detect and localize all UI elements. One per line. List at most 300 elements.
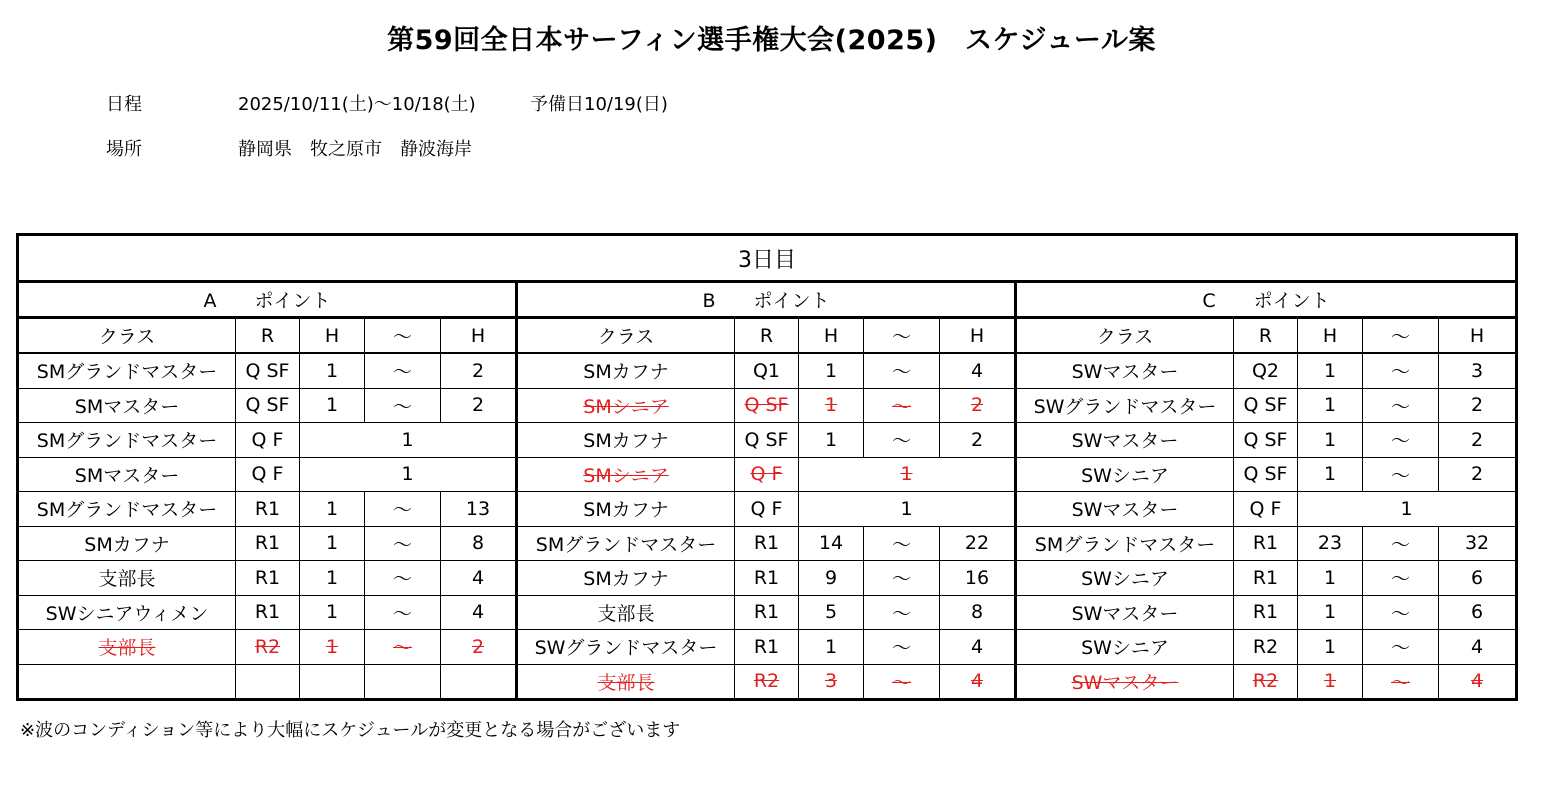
cell-r-text: Q F (1249, 497, 1282, 520)
cell-h2 (940, 561, 1016, 596)
day-header: 3日目 (18, 235, 1517, 282)
cell-h1-text: 1 (1323, 670, 1337, 693)
cell-cls-text: SMシニア (583, 395, 669, 418)
cell-h1-text: 1 (900, 463, 913, 486)
cell-r (735, 492, 799, 527)
column-header-class: クラス (517, 318, 735, 354)
cell-h1-text: 5 (824, 601, 838, 624)
cell-h2-text: 4 (471, 601, 485, 624)
cell-tilde (864, 561, 940, 596)
table-row (18, 353, 1517, 388)
cell-cls (18, 457, 236, 492)
cell-h2 (940, 388, 1016, 423)
cell-h2-text: 2 (471, 394, 485, 417)
cell-tilde-text: ～ (392, 637, 412, 660)
cell-r-text: Q SF (1243, 463, 1288, 486)
column-header-r: R (735, 318, 799, 354)
cell-tilde (1363, 423, 1439, 458)
point-header: B ポイント (517, 282, 1016, 318)
cell-cls-text: SMマスター (74, 395, 180, 418)
point-header: A ポイント (18, 282, 517, 318)
cell-tilde-text: ～ (891, 602, 911, 625)
cell-r-text: Q F (750, 463, 783, 486)
cell-h2 (1439, 353, 1517, 388)
column-header-h1: H (300, 318, 365, 354)
cell-r-text: Q1 (752, 359, 781, 382)
cell-cls-text: SMグランドマスター (1034, 533, 1216, 556)
cell-r (735, 457, 799, 492)
cell-tilde-text: ～ (1390, 464, 1410, 487)
schedule-note: ※波のコンディション等により大幅にスケジュールが変更となる場合がございます (20, 720, 681, 741)
cell-h2 (1439, 561, 1517, 596)
cell-r (236, 664, 300, 700)
cell-cls (18, 595, 236, 630)
cell-r-text: R1 (254, 601, 281, 624)
cell-tilde-text: ～ (1390, 637, 1410, 660)
cell-h2 (940, 526, 1016, 561)
cell-r-text: Q SF (1243, 394, 1288, 417)
cell-h2-text: 6 (1470, 566, 1484, 589)
table-row (18, 388, 1517, 423)
cell-h1-text: 1 (401, 428, 414, 451)
cell-r-text: Q2 (1251, 359, 1280, 382)
cell-cls (18, 561, 236, 596)
cell-h1 (1298, 353, 1363, 388)
cell-tilde-text: ～ (1390, 533, 1410, 556)
cell-cls (517, 664, 735, 700)
cell-cls (18, 630, 236, 665)
cell-h1 (300, 595, 365, 630)
cell-tilde (864, 388, 940, 423)
cell-tilde-text: ～ (891, 533, 911, 556)
cell-tilde-text: ～ (392, 499, 412, 522)
cell-r (1234, 492, 1298, 527)
cell-h1 (1298, 664, 1363, 700)
cell-tilde-text: ～ (1390, 671, 1410, 694)
cell-r-text: R1 (254, 532, 281, 555)
cell-h2 (441, 561, 517, 596)
cell-h2 (1439, 595, 1517, 630)
cell-h1 (1298, 526, 1363, 561)
column-header-h1: H (1298, 318, 1363, 354)
cell-tilde-text: ～ (891, 671, 911, 694)
cell-h2 (940, 664, 1016, 700)
cell-h2-text: 2 (970, 394, 984, 417)
cell-h1-text: 1 (325, 601, 339, 624)
cell-tilde (864, 423, 940, 458)
cell-tilde-text: ～ (891, 361, 911, 384)
cell-h1 (1298, 595, 1363, 630)
schedule-label: 日程 (106, 94, 142, 115)
cell-cls (1016, 561, 1234, 596)
cell-r (735, 388, 799, 423)
cell-h2 (1439, 423, 1517, 458)
cell-cls-text: SMグランドマスター (36, 361, 218, 384)
cell-h2 (1439, 664, 1517, 700)
cell-h1-text: 1 (325, 532, 339, 555)
cell-h1-text: 1 (824, 635, 838, 658)
cell-r-text: R1 (753, 532, 780, 555)
cell-tilde-text: ～ (891, 395, 911, 418)
cell-h1 (1298, 457, 1363, 492)
cell-cls (18, 388, 236, 423)
cell-r-text: Q F (750, 497, 783, 520)
cell-h1 (300, 526, 365, 561)
cell-cls (1016, 492, 1234, 527)
cell-h2-text: 2 (1470, 428, 1484, 451)
cell-h1-text: 1 (325, 394, 339, 417)
cell-tilde-text: ～ (1390, 430, 1410, 453)
cell-h1 (799, 388, 864, 423)
cell-r (735, 526, 799, 561)
cell-cls-text: SWグランドマスター (534, 637, 718, 660)
cell-h1-text: 1 (325, 497, 339, 520)
cell-h1-text: 1 (1323, 463, 1337, 486)
cell-tilde (864, 595, 940, 630)
cell-cls (1016, 457, 1234, 492)
cell-h1-text: 1 (824, 428, 838, 451)
cell-cls-text: SWシニア (1081, 637, 1169, 660)
cell-r (236, 423, 300, 458)
cell-h2 (940, 630, 1016, 665)
cell-cls (18, 664, 236, 700)
cell-h1 (1298, 630, 1363, 665)
cell-cls-text: SWシニアウィメン (45, 602, 209, 625)
table-row (18, 561, 1517, 596)
cell-cls-text: 支部長 (98, 637, 156, 660)
cell-cls (517, 423, 735, 458)
table-row (18, 664, 1517, 700)
cell-r (236, 561, 300, 596)
cell-cls-text: SWマスター (1071, 430, 1179, 453)
cell-h1-text: 1 (325, 359, 339, 382)
cell-h2-text: 4 (970, 670, 984, 693)
cell-tilde (365, 561, 441, 596)
cell-h2-text: 4 (970, 359, 984, 382)
cell-r-text: Q SF (744, 394, 789, 417)
column-header-r: R (1234, 318, 1298, 354)
cell-tilde (365, 492, 441, 527)
cell-h2 (441, 526, 517, 561)
cell-cls-text: SMシニア (583, 464, 669, 487)
schedule-table (16, 233, 1518, 701)
cell-h1 (799, 595, 864, 630)
cell-r (1234, 526, 1298, 561)
document-title: 第59回全日本サーフィン選手権大会(2025) スケジュール案 (387, 25, 1156, 56)
column-header-r: R (236, 318, 300, 354)
cell-h2 (940, 595, 1016, 630)
column-header-tilde: ～ (1363, 318, 1439, 354)
cell-tilde (365, 630, 441, 665)
cell-r-text: R2 (753, 670, 780, 693)
cell-cls (517, 457, 735, 492)
cell-h2 (441, 353, 517, 388)
cell-h1 (300, 630, 365, 665)
cell-tilde-text: ～ (1390, 395, 1410, 418)
cell-r-text: Q SF (245, 394, 290, 417)
table-row (18, 457, 1517, 492)
column-header-h2: H (441, 318, 517, 354)
cell-cls-text: SMグランドマスター (535, 533, 717, 556)
schedule-value: 2025/10/11(土)～10/18(土) (238, 94, 476, 115)
cell-h2-text: 4 (1470, 670, 1484, 693)
cell-r (1234, 353, 1298, 388)
cell-r (236, 353, 300, 388)
cell-r-text: R1 (1252, 532, 1279, 555)
cell-cls-text: SMカフナ (583, 361, 669, 384)
cell-h2-text: 3 (1470, 359, 1484, 382)
cell-cls (1016, 526, 1234, 561)
cell-r (1234, 561, 1298, 596)
cell-h2 (441, 664, 517, 700)
column-header-tilde: ～ (365, 318, 441, 354)
cell-tilde-text: ～ (392, 568, 412, 591)
table-row (18, 492, 1517, 527)
cell-h1 (799, 664, 864, 700)
cell-cls (1016, 595, 1234, 630)
cell-r (735, 353, 799, 388)
cell-cls (1016, 353, 1234, 388)
reserve-day: 予備日10/19(日) (530, 94, 668, 115)
cell-r-text: Q SF (744, 428, 789, 451)
cell-r (236, 388, 300, 423)
cell-h1-text: 3 (824, 670, 838, 693)
cell-h2 (940, 423, 1016, 458)
cell-h2-text: 4 (471, 566, 485, 589)
cell-tilde-text: ～ (392, 602, 412, 625)
cell-tilde (365, 526, 441, 561)
cell-h1-text: 1 (1323, 635, 1337, 658)
cell-cls-text: SWマスター (1071, 361, 1179, 384)
cell-h2 (940, 353, 1016, 388)
column-header-h2: H (940, 318, 1016, 354)
cell-h2-text: 13 (465, 497, 491, 520)
column-header-tilde: ～ (864, 318, 940, 354)
table-row (18, 595, 1517, 630)
cell-h2 (1439, 388, 1517, 423)
column-header-h2: H (1439, 318, 1517, 354)
cell-cls-text: SWシニア (1081, 464, 1169, 487)
cell-tilde (1363, 388, 1439, 423)
cell-h1 (1298, 561, 1363, 596)
cell-r-text: R1 (753, 635, 780, 658)
cell-cls (1016, 630, 1234, 665)
cell-r (236, 526, 300, 561)
cell-tilde-text: ～ (392, 395, 412, 418)
day-row (18, 235, 1517, 282)
cell-r-text: Q F (251, 463, 284, 486)
cell-r-text: R1 (254, 566, 281, 589)
cell-cls (18, 526, 236, 561)
cell-tilde-text: ～ (392, 361, 412, 384)
cell-r-text: R2 (1252, 635, 1279, 658)
cell-h2-text: 2 (1470, 463, 1484, 486)
cell-tilde-text: ～ (1390, 602, 1410, 625)
cell-h2-text: 32 (1464, 532, 1490, 555)
cell-h2 (1439, 630, 1517, 665)
column-header-class: クラス (18, 318, 236, 354)
point-header: C ポイント (1016, 282, 1517, 318)
cell-r (735, 561, 799, 596)
cell-h1-text: 1 (1323, 566, 1337, 589)
cell-cls-text: SMカフナ (84, 533, 170, 556)
venue-value: 静岡県 牧之原市 静波海岸 (238, 139, 472, 160)
cell-r-text: R1 (254, 497, 281, 520)
cell-cls-text: SWマスター (1071, 499, 1179, 522)
column-header-h1: H (799, 318, 864, 354)
cell-h1-text: 1 (1323, 428, 1337, 451)
cell-tilde (1363, 630, 1439, 665)
cell-h1-text: 9 (824, 566, 838, 589)
cell-h1 (799, 492, 1016, 527)
cell-r (1234, 388, 1298, 423)
cell-h1 (300, 457, 517, 492)
cell-r (236, 630, 300, 665)
cell-h1 (799, 526, 864, 561)
cell-r-text: R1 (753, 601, 780, 624)
cell-h2 (441, 595, 517, 630)
cell-cls (18, 353, 236, 388)
cell-tilde (1363, 457, 1439, 492)
cell-r-text: Q SF (1243, 428, 1288, 451)
cell-tilde (864, 526, 940, 561)
point-row (18, 282, 1517, 318)
cell-h2 (1439, 526, 1517, 561)
cell-r (236, 492, 300, 527)
cell-h1 (799, 561, 864, 596)
cell-tilde (365, 388, 441, 423)
cell-tilde (1363, 664, 1439, 700)
cell-cls-text: SWグランドマスター (1033, 395, 1217, 418)
cell-h1 (799, 353, 864, 388)
cell-h1-text: 1 (1323, 601, 1337, 624)
cell-h1 (300, 423, 517, 458)
column-header-row (18, 318, 1517, 354)
cell-cls (517, 526, 735, 561)
cell-h2-text: 2 (970, 428, 984, 451)
cell-r (735, 664, 799, 700)
cell-h2-text: 2 (1470, 394, 1484, 417)
cell-h2-text: 16 (964, 566, 990, 589)
cell-r-text: R1 (753, 566, 780, 589)
cell-cls-text: 支部長 (597, 602, 655, 625)
cell-cls (517, 630, 735, 665)
cell-h2-text: 6 (1470, 601, 1484, 624)
cell-h1 (300, 561, 365, 596)
cell-tilde-text: ～ (891, 568, 911, 591)
cell-tilde (1363, 353, 1439, 388)
cell-r-text: R2 (254, 635, 281, 658)
cell-tilde-text: ～ (891, 430, 911, 453)
cell-r (1234, 664, 1298, 700)
cell-h2-text: 2 (471, 359, 485, 382)
table-row (18, 526, 1517, 561)
cell-r (735, 595, 799, 630)
cell-cls (517, 353, 735, 388)
cell-cls-text: SMカフナ (583, 499, 669, 522)
cell-h2-text: 2 (471, 635, 485, 658)
cell-h1 (300, 492, 365, 527)
cell-h1-text: 1 (1400, 497, 1413, 520)
cell-cls (18, 492, 236, 527)
cell-r (1234, 630, 1298, 665)
cell-cls (517, 492, 735, 527)
cell-cls-text: SMマスター (74, 464, 180, 487)
cell-h1-text: 1 (824, 394, 838, 417)
cell-h2-text: 4 (1470, 635, 1484, 658)
cell-cls-text: SMグランドマスター (36, 499, 218, 522)
cell-h2 (441, 388, 517, 423)
cell-cls (517, 595, 735, 630)
cell-h2-text: 8 (970, 601, 984, 624)
cell-tilde (864, 664, 940, 700)
cell-h1-text: 1 (325, 566, 339, 589)
cell-r-text: R2 (1252, 670, 1279, 693)
cell-h2-text: 4 (970, 635, 984, 658)
cell-cls (1016, 423, 1234, 458)
cell-cls-text: 支部長 (597, 671, 655, 694)
cell-h1 (300, 353, 365, 388)
cell-h1 (300, 664, 365, 700)
cell-h1 (1298, 388, 1363, 423)
cell-cls-text: SMグランドマスター (36, 430, 218, 453)
cell-h1-text: 1 (401, 463, 414, 486)
cell-r (236, 457, 300, 492)
cell-h1-text: 23 (1317, 532, 1343, 555)
cell-h1 (799, 630, 864, 665)
cell-h2-text: 22 (964, 532, 990, 555)
cell-h1-text: 1 (900, 497, 913, 520)
table-row (18, 423, 1517, 458)
cell-tilde (365, 664, 441, 700)
cell-r-text: R1 (1252, 601, 1279, 624)
cell-h2-text: 8 (471, 532, 485, 555)
cell-h1-text: 1 (1323, 394, 1337, 417)
cell-cls-text: SMカフナ (583, 430, 669, 453)
cell-h2 (441, 630, 517, 665)
cell-tilde (1363, 526, 1439, 561)
cell-h1 (300, 388, 365, 423)
cell-h1 (799, 423, 864, 458)
cell-r-text: Q F (251, 428, 284, 451)
cell-h1 (1298, 423, 1363, 458)
cell-r (1234, 595, 1298, 630)
venue-label: 場所 (106, 139, 142, 160)
cell-h1-text: 1 (824, 359, 838, 382)
cell-cls (18, 423, 236, 458)
cell-h1-text: 1 (325, 635, 339, 658)
cell-cls-text: SWマスター (1071, 602, 1179, 625)
cell-h2 (441, 492, 517, 527)
cell-tilde-text: ～ (1390, 568, 1410, 591)
cell-h1-text: 1 (1323, 359, 1337, 382)
cell-cls-text: SWシニア (1081, 568, 1169, 591)
cell-tilde-text: ～ (891, 637, 911, 660)
cell-tilde (864, 353, 940, 388)
cell-h1-text: 14 (818, 532, 844, 555)
cell-r (1234, 423, 1298, 458)
cell-tilde (365, 595, 441, 630)
cell-cls (1016, 388, 1234, 423)
cell-tilde (365, 353, 441, 388)
table-row (18, 630, 1517, 665)
cell-r-text: Q SF (245, 359, 290, 382)
cell-h1 (1298, 492, 1517, 527)
cell-r-text: R1 (1252, 566, 1279, 589)
cell-tilde-text: ～ (1390, 361, 1410, 384)
cell-cls-text: 支部長 (98, 568, 156, 591)
cell-tilde (1363, 561, 1439, 596)
